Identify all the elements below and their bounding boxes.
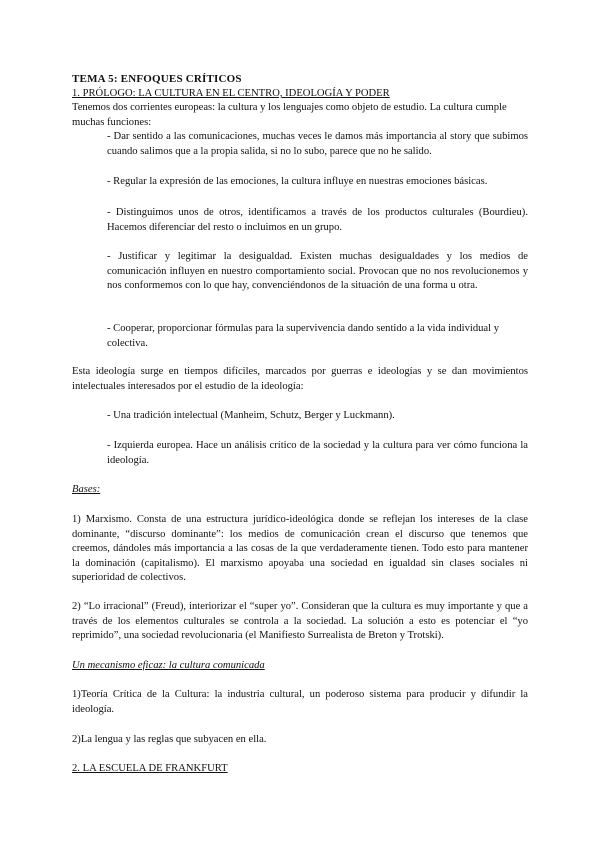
bases-item: 2) “Lo irracional” (Freud), interiorizar el “super yo”. Consideran que la cultura es muy importante y que a través de los elementos culturales se controla a la sociedad. La solución a esto es potenciar el “yo reprimido”, una sociedad revolucionaria (el Manifiesto Surrealista de Breton y Trotski). [72,601,528,642]
mechanism-heading: Un mecanismo eficaz: la cultura comunicada [72,660,265,671]
function-item: - Cooperar, proporcionar fórmulas para la supervivencia dando sentido a la vida individual y colectiva. [107,323,500,349]
ideology-paragraph: Esta ideología surge en tiempos difíciles, marcados por guerras e ideologías y se dan movimientos intelectuales interesados por el estudio de la ideología: [72,366,528,392]
section-1-heading: 1. PRÓLOGO: LA CULTURA EN EL CENTRO, IDEOLOGÍA Y PODER [72,88,390,99]
section-2-heading: 2. LA ESCUELA DE FRANKFURT [72,763,228,774]
function-item: - Regular la expresión de las emociones, la cultura influye en nuestras emociones básicas. [107,176,488,187]
document-title: TEMA 5: ENFOQUES CRÍTICOS [72,73,242,85]
tradition-item: - Una tradición intelectual (Manheim, Schutz, Berger y Luckmann). [107,410,395,421]
mechanism-item: 1)Teoría Crítica de la Cultura: la industria cultural, un poderoso sistema para producir y difundir la ideología. [72,689,528,715]
function-item: - Distinguimos unos de otros, identificamos a través de los productos culturales (Bourdieu). Hacemos diferenciar del resto o incluimos en un grupo. [107,207,528,233]
intro-paragraph: Tenemos dos corrientes europeas: la cultura y los lenguajes como objeto de estudio. La cultura cumple muchas funciones: [72,102,507,128]
bases-heading: Bases: [72,484,101,495]
function-item: - Justificar y legitimar la desigualdad. Existen muchas desigualdades y los medios de comunicación influyen en nuestro comportamiento social. Provocan que no nos revolucionemos y nos conformemos con lo que hay, convenciéndonos de la situación de una forma u otra. [107,251,528,292]
mechanism-item: 2)La lengua y las reglas que subyacen en ella. [72,734,267,745]
bases-item: 1) Marxismo. Consta de una estructura jurídico-ideológica donde se reflejan los intereses de la clase dominante, “discurso dominante”: los medios de comunicación crean el discurso que tenemos que creemos, dándoles más importancia a las cosas de la que verdaderamente tienen. Todo esto para mantener la dominación (capitalismo). El marxismo apoyaba una sociedad en igualdad sin clases sociales ni superioridad de colectivos. [72,514,528,584]
function-item: - Dar sentido a las comunicaciones, muchas veces le damos más importancia al story que subimos cuando salimos que a la propia salida, si no lo subo, parece que no he salido. [107,131,528,157]
tradition-item: - Izquierda europea. Hace un análisis crítico de la sociedad y la cultura para ver cómo funciona la ideología. [107,440,528,466]
